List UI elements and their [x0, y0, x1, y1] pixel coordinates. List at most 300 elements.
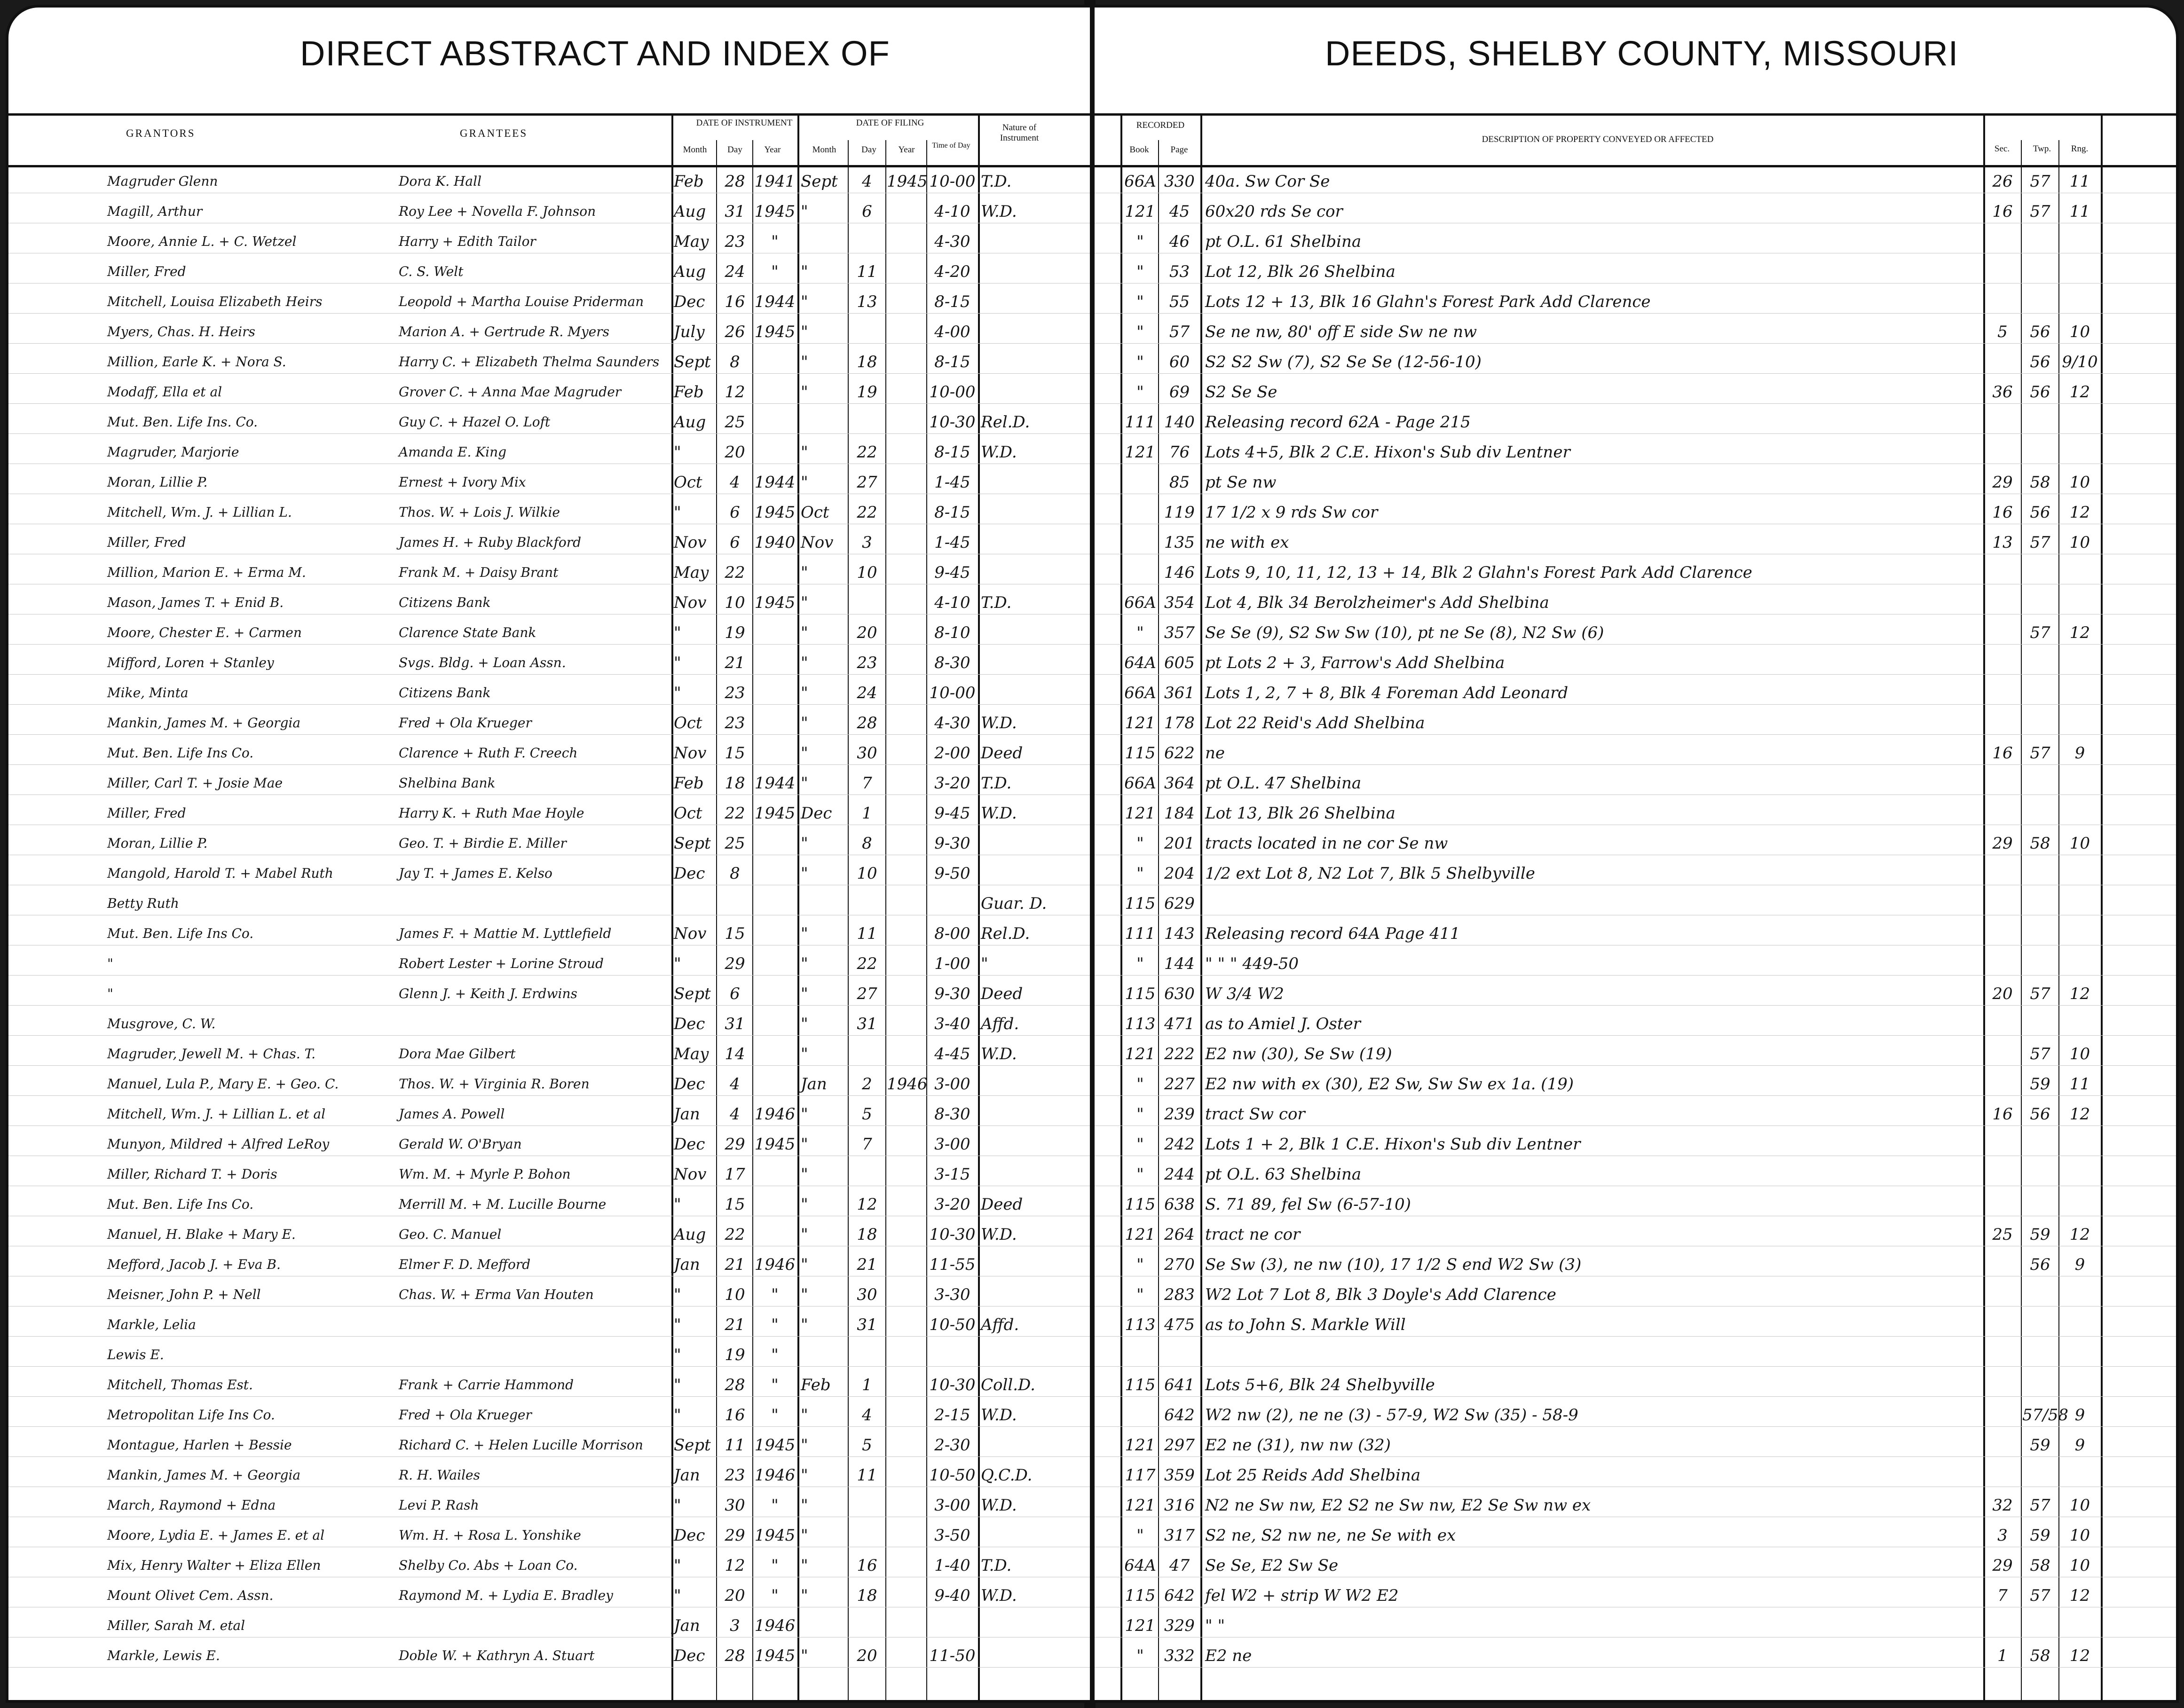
- ledger-row: [1095, 1042, 2176, 1066]
- book-cell: ": [1136, 1165, 1144, 1184]
- instrument-year-cell: 1944: [754, 774, 796, 793]
- nature-cell: W.D.: [981, 1496, 1017, 1515]
- page-cell: 605: [1164, 653, 1195, 672]
- ledger-row: [1095, 290, 2176, 314]
- instrument-day-cell: 6: [730, 533, 740, 552]
- ledger-row: [1095, 1403, 2176, 1427]
- filing-time-cell: 1-40: [934, 1556, 970, 1575]
- ledger-row: [8, 892, 1090, 915]
- ledger-row: [8, 952, 1090, 976]
- instrument-day-cell: 20: [725, 1586, 745, 1605]
- instrument-month-cell: Jan: [674, 1105, 700, 1124]
- grantor-cell: Musgrove, C. W.: [107, 1016, 216, 1031]
- grantor-cell: ": [107, 986, 113, 1001]
- ledger-row: [1095, 320, 2176, 344]
- page-cell: 144: [1164, 954, 1195, 973]
- grantee-cell: Wm. H. + Rosa L. Yonshike: [399, 1527, 581, 1543]
- instrument-month-cell: Dec: [674, 292, 705, 311]
- ledger-row: [1095, 260, 2176, 283]
- filing-day-cell: 20: [857, 623, 877, 642]
- ledger-row: [8, 591, 1090, 614]
- grantor-cell: Montague, Harlen + Bessie: [107, 1437, 292, 1453]
- filing-month-cell: Dec: [801, 804, 832, 823]
- page-cell: 57: [1169, 323, 1190, 341]
- ledger-row: [8, 290, 1090, 314]
- grantor-cell: Mix, Henry Walter + Eliza Ellen: [107, 1558, 321, 1573]
- grantee-cell: R. H. Wailes: [399, 1467, 480, 1483]
- filing-time-cell: 3-20: [934, 774, 970, 793]
- instrument-month-cell: Dec: [674, 1075, 705, 1094]
- instrument-month-cell: ": [674, 1376, 681, 1394]
- page-cell: 317: [1164, 1526, 1195, 1545]
- instrument-day-cell: 28: [725, 172, 745, 191]
- description-cell: pt O.L. 63 Shelbina: [1205, 1165, 1362, 1184]
- page-cell: 471: [1164, 1015, 1195, 1033]
- filing-time-cell: 8-15: [934, 353, 970, 371]
- description-cell: 17 1/2 x 9 rds Sw cor: [1205, 503, 1378, 522]
- sec-cell: 29: [1992, 1556, 2013, 1575]
- ledger-row: [8, 1313, 1090, 1337]
- date-of-instrument-header: DATE OF INSTRUMENT: [696, 118, 793, 128]
- filing-month-cell: ": [801, 323, 808, 341]
- twp-cell: 57: [2030, 533, 2050, 552]
- nature-cell: Rel.D.: [981, 413, 1030, 432]
- description-cell: tracts located in ne cor Se nw: [1205, 834, 1448, 853]
- nature-cell: Deed: [981, 744, 1023, 763]
- instrument-month-cell: Dec: [674, 1646, 705, 1665]
- nature-cell: Rel.D.: [981, 924, 1030, 943]
- filing-time-cell: 8-10: [934, 623, 970, 642]
- book-cell: ": [1136, 383, 1144, 401]
- rng-cell: 12: [2069, 1646, 2090, 1665]
- filing-month-cell: ": [801, 653, 808, 672]
- filing-day-cell: 1: [862, 1376, 872, 1394]
- filing-day-cell: 7: [862, 1135, 872, 1154]
- instrument-year-cell: 1945: [754, 323, 796, 341]
- twp-cell: 57: [2030, 744, 2050, 763]
- instrument-day-cell: 21: [725, 653, 745, 672]
- book-cell: 66A: [1124, 684, 1156, 702]
- grantor-cell: March, Raymond + Edna: [107, 1497, 276, 1513]
- twp-cell: 58: [2030, 834, 2050, 853]
- nature-cell: Coll.D.: [981, 1376, 1035, 1394]
- instrument-month-cell: Feb: [674, 774, 704, 793]
- nature-cell: W.D.: [981, 1406, 1017, 1425]
- twp-header: Twp.: [2033, 144, 2051, 154]
- description-cell: as to John S. Markle Will: [1205, 1315, 1406, 1334]
- book-cell: 111: [1125, 413, 1156, 432]
- instrument-month-cell: July: [674, 323, 705, 341]
- instrument-month-cell: Oct: [674, 804, 702, 823]
- book-header: Book: [1129, 145, 1149, 155]
- filing-time-cell: 8-00: [934, 924, 970, 943]
- filing-time-cell: 3-00: [934, 1496, 970, 1515]
- grantor-cell: Magruder, Marjorie: [107, 444, 239, 460]
- grantor-cell: Magruder, Jewell M. + Chas. T.: [107, 1046, 316, 1062]
- description-cell: Se ne nw, 80' off E side Sw ne nw: [1205, 323, 1477, 341]
- book-cell: ": [1136, 1105, 1144, 1124]
- filing-month-cell: ": [801, 443, 808, 462]
- nature-cell: W.D.: [981, 1586, 1017, 1605]
- description-cell: fel W2 + strip W W2 E2: [1205, 1586, 1399, 1605]
- instrument-day-cell: 29: [725, 954, 745, 973]
- book-cell: 115: [1125, 1195, 1156, 1214]
- ledger-row: [1095, 1012, 2176, 1036]
- twp-cell: 57/58: [2022, 1406, 2068, 1425]
- filing-day-cell: 11: [857, 924, 877, 943]
- description-cell: as to Amiel J. Oster: [1205, 1015, 1361, 1033]
- ledger-row: [1095, 1193, 2176, 1216]
- filing-month-cell: ": [801, 1135, 808, 1154]
- filing-month-cell: ": [801, 774, 808, 793]
- ledger-row: [8, 802, 1090, 825]
- instrument-day-cell: 8: [730, 353, 740, 371]
- filing-day-cell: 21: [857, 1255, 877, 1274]
- book-cell: 121: [1125, 1225, 1156, 1244]
- filing-day-cell: 3: [862, 533, 872, 552]
- description-cell: E2 ne: [1205, 1646, 1252, 1665]
- nature-cell: W.D.: [981, 202, 1017, 221]
- filing-month-cell: ": [801, 864, 808, 883]
- description-cell: Lot 4, Blk 34 Berolzheimer's Add Shelbina: [1205, 593, 1549, 612]
- page-cell: 55: [1169, 292, 1190, 311]
- description-cell: Lots 4+5, Blk 2 C.E. Hixon's Sub div Lentner: [1205, 443, 1570, 462]
- instrument-day-header: Day: [727, 145, 742, 155]
- twp-cell: 57: [2030, 1496, 2050, 1515]
- grantee-cell: Marion A. + Gertrude R. Myers: [399, 324, 609, 339]
- book-cell: 64A: [1124, 653, 1156, 672]
- ledger-row: [8, 1133, 1090, 1156]
- grantor-cell: Manuel, H. Blake + Mary E.: [107, 1227, 296, 1242]
- ledger-row: [8, 531, 1090, 554]
- book-cell: ": [1136, 232, 1144, 251]
- instrument-day-cell: 21: [725, 1315, 745, 1334]
- instrument-month-cell: Nov: [674, 924, 707, 943]
- description-cell: Releasing record 64A Page 411: [1205, 924, 1460, 943]
- nature-cell: W.D.: [981, 1045, 1017, 1063]
- instrument-year-cell: ": [771, 1285, 779, 1304]
- ledger-row: [8, 1343, 1090, 1367]
- filing-time-cell: 10-00: [929, 684, 976, 702]
- page-cell: 135: [1164, 533, 1195, 552]
- grantor-cell: Munyon, Mildred + Alfred LeRoy: [107, 1136, 330, 1152]
- instrument-year-cell: 1945: [754, 1646, 796, 1665]
- description-cell: Se Se, E2 Sw Se: [1205, 1556, 1339, 1575]
- instrument-month-cell: ": [674, 1285, 681, 1304]
- filing-time-cell: 4-20: [934, 262, 970, 281]
- instrument-day-cell: 12: [725, 1556, 745, 1575]
- instrument-year-cell: ": [771, 1556, 779, 1575]
- ledger-row: [8, 1012, 1090, 1036]
- instrument-year-cell: ": [771, 1376, 779, 1394]
- nature-cell: Deed: [981, 1195, 1023, 1214]
- header-top-rule: [1095, 113, 2176, 116]
- book-cell: ": [1136, 323, 1144, 341]
- rng-cell: 12: [2069, 1105, 2090, 1124]
- ledger-row: [1095, 771, 2176, 795]
- instrument-day-cell: 18: [725, 774, 745, 793]
- grantee-cell: James H. + Ruby Blackford: [399, 535, 582, 550]
- ledger-row: [1095, 1253, 2176, 1276]
- page-cell: 239: [1164, 1105, 1195, 1124]
- filing-day-cell: 30: [857, 744, 877, 763]
- grantee-cell: C. S. Welt: [399, 264, 464, 279]
- filing-time-cell: 2-00: [934, 744, 970, 763]
- sec-cell: 32: [1992, 1496, 2013, 1515]
- filing-day-cell: 24: [857, 684, 877, 702]
- filing-time-cell: 10-50: [929, 1466, 976, 1485]
- instrument-month-cell: Dec: [674, 1135, 705, 1154]
- filing-time-cell: 8-15: [934, 292, 970, 311]
- twp-cell: 57: [2030, 984, 2050, 1003]
- page-cell: 642: [1164, 1406, 1195, 1425]
- instrument-month-cell: Sept: [674, 984, 711, 1003]
- instrument-day-cell: 31: [725, 202, 745, 221]
- description-cell: Releasing record 62A - Page 215: [1205, 413, 1471, 432]
- description-cell: W 3/4 W2: [1205, 984, 1284, 1003]
- time-of-day-header: Time of Day: [932, 142, 970, 150]
- instrument-year-cell: 1945: [754, 1526, 796, 1545]
- description-cell: 1/2 ext Lot 8, N2 Lot 7, Blk 5 Shelbyville: [1205, 864, 1535, 883]
- filing-month-cell: ": [801, 924, 808, 943]
- description-cell: E2 ne (31), nw nw (32): [1205, 1436, 1391, 1455]
- instrument-day-cell: 12: [725, 383, 745, 401]
- grantee-cell: Guy C. + Hazel O. Loft: [399, 414, 551, 430]
- filing-day-cell: 18: [857, 353, 877, 371]
- page-cell: 330: [1164, 172, 1195, 191]
- description-cell: S2 ne, S2 nw ne, ne Se with ex: [1205, 1526, 1456, 1545]
- description-cell: Lot 22 Reid's Add Shelbina: [1205, 714, 1425, 732]
- sec-cell: 26: [1992, 172, 2013, 191]
- instrument-day-cell: 23: [725, 684, 745, 702]
- page-cell: 60: [1169, 353, 1190, 371]
- instrument-month-cell: Dec: [674, 864, 705, 883]
- ledger-row: [1095, 1343, 2176, 1367]
- instrument-month-cell: ": [674, 1586, 681, 1605]
- instrument-day-cell: 15: [725, 744, 745, 763]
- page-cell: 184: [1164, 804, 1195, 823]
- filing-day-cell: 8: [862, 834, 872, 853]
- instrument-month-cell: ": [674, 1556, 681, 1575]
- ledger-row: [1095, 802, 2176, 825]
- instrument-year-cell: ": [771, 1346, 779, 1364]
- filing-time-cell: 8-30: [934, 1105, 970, 1124]
- page-cell: 354: [1164, 593, 1195, 612]
- filing-year-header: Year: [898, 145, 915, 155]
- page-cell: 357: [1164, 623, 1195, 642]
- book-cell: 115: [1125, 894, 1156, 913]
- filing-day-cell: 5: [862, 1105, 872, 1124]
- ledger-row: [8, 1494, 1090, 1517]
- sec-cell: 3: [1997, 1526, 2008, 1545]
- grantor-cell: Mitchell, Wm. J. + Lillian L. et al: [107, 1106, 326, 1122]
- instrument-day-cell: 28: [725, 1376, 745, 1394]
- filing-time-cell: 9-40: [934, 1586, 970, 1605]
- ledger-row: [1095, 741, 2176, 765]
- ledger-row: [1095, 1102, 2176, 1126]
- filing-month-cell: ": [801, 473, 808, 492]
- description-cell: Lots 1 + 2, Blk 1 C.E. Hixon's Sub div Lentner: [1205, 1135, 1581, 1154]
- sec-cell: 16: [1992, 503, 2013, 522]
- instrument-month-cell: Sept: [674, 834, 711, 853]
- filing-day-header: Day: [861, 145, 876, 155]
- ledger-row: [8, 200, 1090, 223]
- instrument-day-cell: 14: [725, 1045, 745, 1063]
- header-bottom-rule: [8, 165, 1090, 167]
- description-cell: E2 nw with ex (30), E2 Sw, Sw Sw ex 1a. (19): [1205, 1075, 1574, 1094]
- grantee-cell: James F. + Mattie M. Lyttlefield: [399, 926, 612, 941]
- grantor-cell: Moran, Lillie P.: [107, 474, 208, 490]
- nature-cell: T.D.: [981, 774, 1012, 793]
- filing-year-cell: 1945: [887, 172, 928, 191]
- rng-header: Rng.: [2071, 144, 2089, 154]
- book-cell: 121: [1125, 714, 1156, 732]
- instrument-month-cell: Aug: [674, 1225, 706, 1244]
- description-cell: ne: [1205, 744, 1225, 763]
- rng-cell: 10: [2069, 1526, 2090, 1545]
- instrument-month-cell: ": [674, 443, 681, 462]
- page-cell: 316: [1164, 1496, 1195, 1515]
- nature-cell: Affd.: [981, 1015, 1019, 1033]
- book-cell: ": [1136, 353, 1144, 371]
- ledger-row: [8, 1614, 1090, 1637]
- ledger-row: [1095, 711, 2176, 735]
- rng-cell: 9: [2074, 1436, 2085, 1455]
- page-cell: 622: [1164, 744, 1195, 763]
- ledger-row: [1095, 1133, 2176, 1156]
- ledger-row: [8, 862, 1090, 885]
- filing-day-cell: 12: [857, 1195, 877, 1214]
- book-cell: ": [1136, 1075, 1144, 1094]
- filing-month-cell: ": [801, 623, 808, 642]
- description-cell: 40a. Sw Cor Se: [1205, 172, 1330, 191]
- page-cell: 270: [1164, 1255, 1195, 1274]
- ledger-row: [1095, 862, 2176, 885]
- instrument-year-cell: 1944: [754, 292, 796, 311]
- book-cell: 121: [1125, 1045, 1156, 1063]
- book-cell: 113: [1125, 1015, 1156, 1033]
- date-of-filing-header: DATE OF FILING: [856, 118, 924, 128]
- ledger-row: [1095, 1614, 2176, 1637]
- filing-month-cell: ": [801, 1526, 808, 1545]
- grantor-cell: Mifford, Loren + Stanley: [107, 655, 274, 670]
- page-cell: 146: [1164, 563, 1195, 582]
- grantee-cell: Robert Lester + Lorine Stroud: [399, 956, 604, 971]
- grantee-cell: James A. Powell: [399, 1106, 505, 1122]
- instrument-day-cell: 29: [725, 1526, 745, 1545]
- filing-time-cell: 3-40: [934, 1015, 970, 1033]
- ledger-row: [8, 1554, 1090, 1577]
- description-cell: N2 ne Sw nw, E2 S2 ne Sw nw, E2 Se Sw nw ex: [1205, 1496, 1591, 1515]
- grantee-cell: Thos. W. + Lois J. Wilkie: [399, 504, 560, 520]
- grantee-cell: Geo. T. + Birdie E. Miller: [399, 835, 567, 851]
- instrument-month-cell: ": [674, 1195, 681, 1214]
- description-cell: " " " 449-50: [1205, 954, 1299, 973]
- grantee-cell: Clarence State Bank: [399, 625, 536, 640]
- ledger-row: [8, 1193, 1090, 1216]
- instrument-year-cell: 1945: [754, 1436, 796, 1455]
- grantor-cell: Metropolitan Life Ins Co.: [107, 1407, 275, 1423]
- page-cell: 359: [1164, 1466, 1195, 1485]
- page-cell: 85: [1169, 473, 1190, 492]
- nature-cell: ": [981, 954, 988, 973]
- description-cell: Lot 12, Blk 26 Shelbina: [1205, 262, 1396, 281]
- filing-month-cell: ": [801, 353, 808, 371]
- description-cell: E2 nw (30), Se Sw (19): [1205, 1045, 1392, 1063]
- nature-cell: W.D.: [981, 714, 1017, 732]
- instrument-year-header: Year: [764, 145, 781, 155]
- rng-cell: 9: [2074, 744, 2085, 763]
- filing-time-cell: 10-00: [929, 172, 976, 191]
- grantee-cell: Roy Lee + Novella F. Johnson: [399, 204, 596, 219]
- instrument-month-cell: Nov: [674, 533, 707, 552]
- twp-cell: 57: [2030, 623, 2050, 642]
- instrument-month-cell: ": [674, 1496, 681, 1515]
- ledger-row: [8, 1464, 1090, 1487]
- instrument-day-cell: 6: [730, 984, 740, 1003]
- ledger-row: [8, 260, 1090, 283]
- twp-cell: 57: [2030, 202, 2050, 221]
- page-cell: 242: [1164, 1135, 1195, 1154]
- grantee-cell: Wm. M. + Myrle P. Bohon: [399, 1166, 571, 1182]
- filing-time-cell: 9-45: [934, 804, 970, 823]
- description-cell: pt Se nw: [1205, 473, 1277, 492]
- grantor-cell: Mut. Ben. Life Ins. Co.: [107, 414, 258, 430]
- grantor-cell: Markle, Lelia: [107, 1317, 196, 1332]
- grantor-cell: Magill, Arthur: [107, 204, 203, 219]
- ledger-row: [1095, 832, 2176, 855]
- filing-time-cell: 8-15: [934, 443, 970, 462]
- filing-day-cell: 22: [857, 954, 877, 973]
- description-cell: Lot 13, Blk 26 Shelbina: [1205, 804, 1396, 823]
- instrument-month-cell: Feb: [674, 172, 704, 191]
- grantor-cell: Mankin, James M. + Georgia: [107, 1467, 301, 1483]
- filing-time-cell: 10-00: [929, 383, 976, 401]
- instrument-year-cell: 1946: [754, 1255, 796, 1274]
- description-cell: Lots 5+6, Blk 24 Shelbyville: [1205, 1376, 1435, 1394]
- instrument-day-cell: 19: [725, 1346, 745, 1364]
- page-cell: 143: [1164, 924, 1195, 943]
- filing-day-cell: 5: [862, 1436, 872, 1455]
- instrument-day-cell: 10: [725, 1285, 745, 1304]
- ledger-row: [1095, 1584, 2176, 1607]
- nature-cell: Deed: [981, 984, 1023, 1003]
- instrument-month-cell: Nov: [674, 1165, 707, 1184]
- grantee-cell: Frank M. + Daisy Brant: [399, 565, 559, 580]
- book-cell: ": [1136, 1255, 1144, 1274]
- grantor-cell: Miller, Fred: [107, 805, 186, 821]
- page-cell: 119: [1164, 503, 1195, 522]
- ledger-row: [1095, 561, 2176, 584]
- page-cell: 364: [1164, 774, 1195, 793]
- sec-cell: 16: [1992, 1105, 2013, 1124]
- filing-month-cell: ": [801, 984, 808, 1003]
- ledger-row: [8, 832, 1090, 855]
- rng-cell: 10: [2069, 323, 2090, 341]
- instrument-year-cell: 1945: [754, 1135, 796, 1154]
- book-cell: 121: [1125, 804, 1156, 823]
- filing-time-cell: 9-50: [934, 864, 970, 883]
- instrument-day-cell: 23: [725, 232, 745, 251]
- sec-cell: 25: [1992, 1225, 2013, 1244]
- filing-time-cell: 4-30: [934, 714, 970, 732]
- instrument-day-cell: 25: [725, 413, 745, 432]
- description-cell: Lots 1, 2, 7 + 8, Blk 4 Foreman Add Leonard: [1205, 684, 1569, 702]
- instrument-year-cell: 1946: [754, 1105, 796, 1124]
- instrument-day-cell: 16: [725, 1406, 745, 1425]
- instrument-day-cell: 20: [725, 443, 745, 462]
- grantee-cell: Doble W. + Kathryn A. Stuart: [399, 1648, 595, 1663]
